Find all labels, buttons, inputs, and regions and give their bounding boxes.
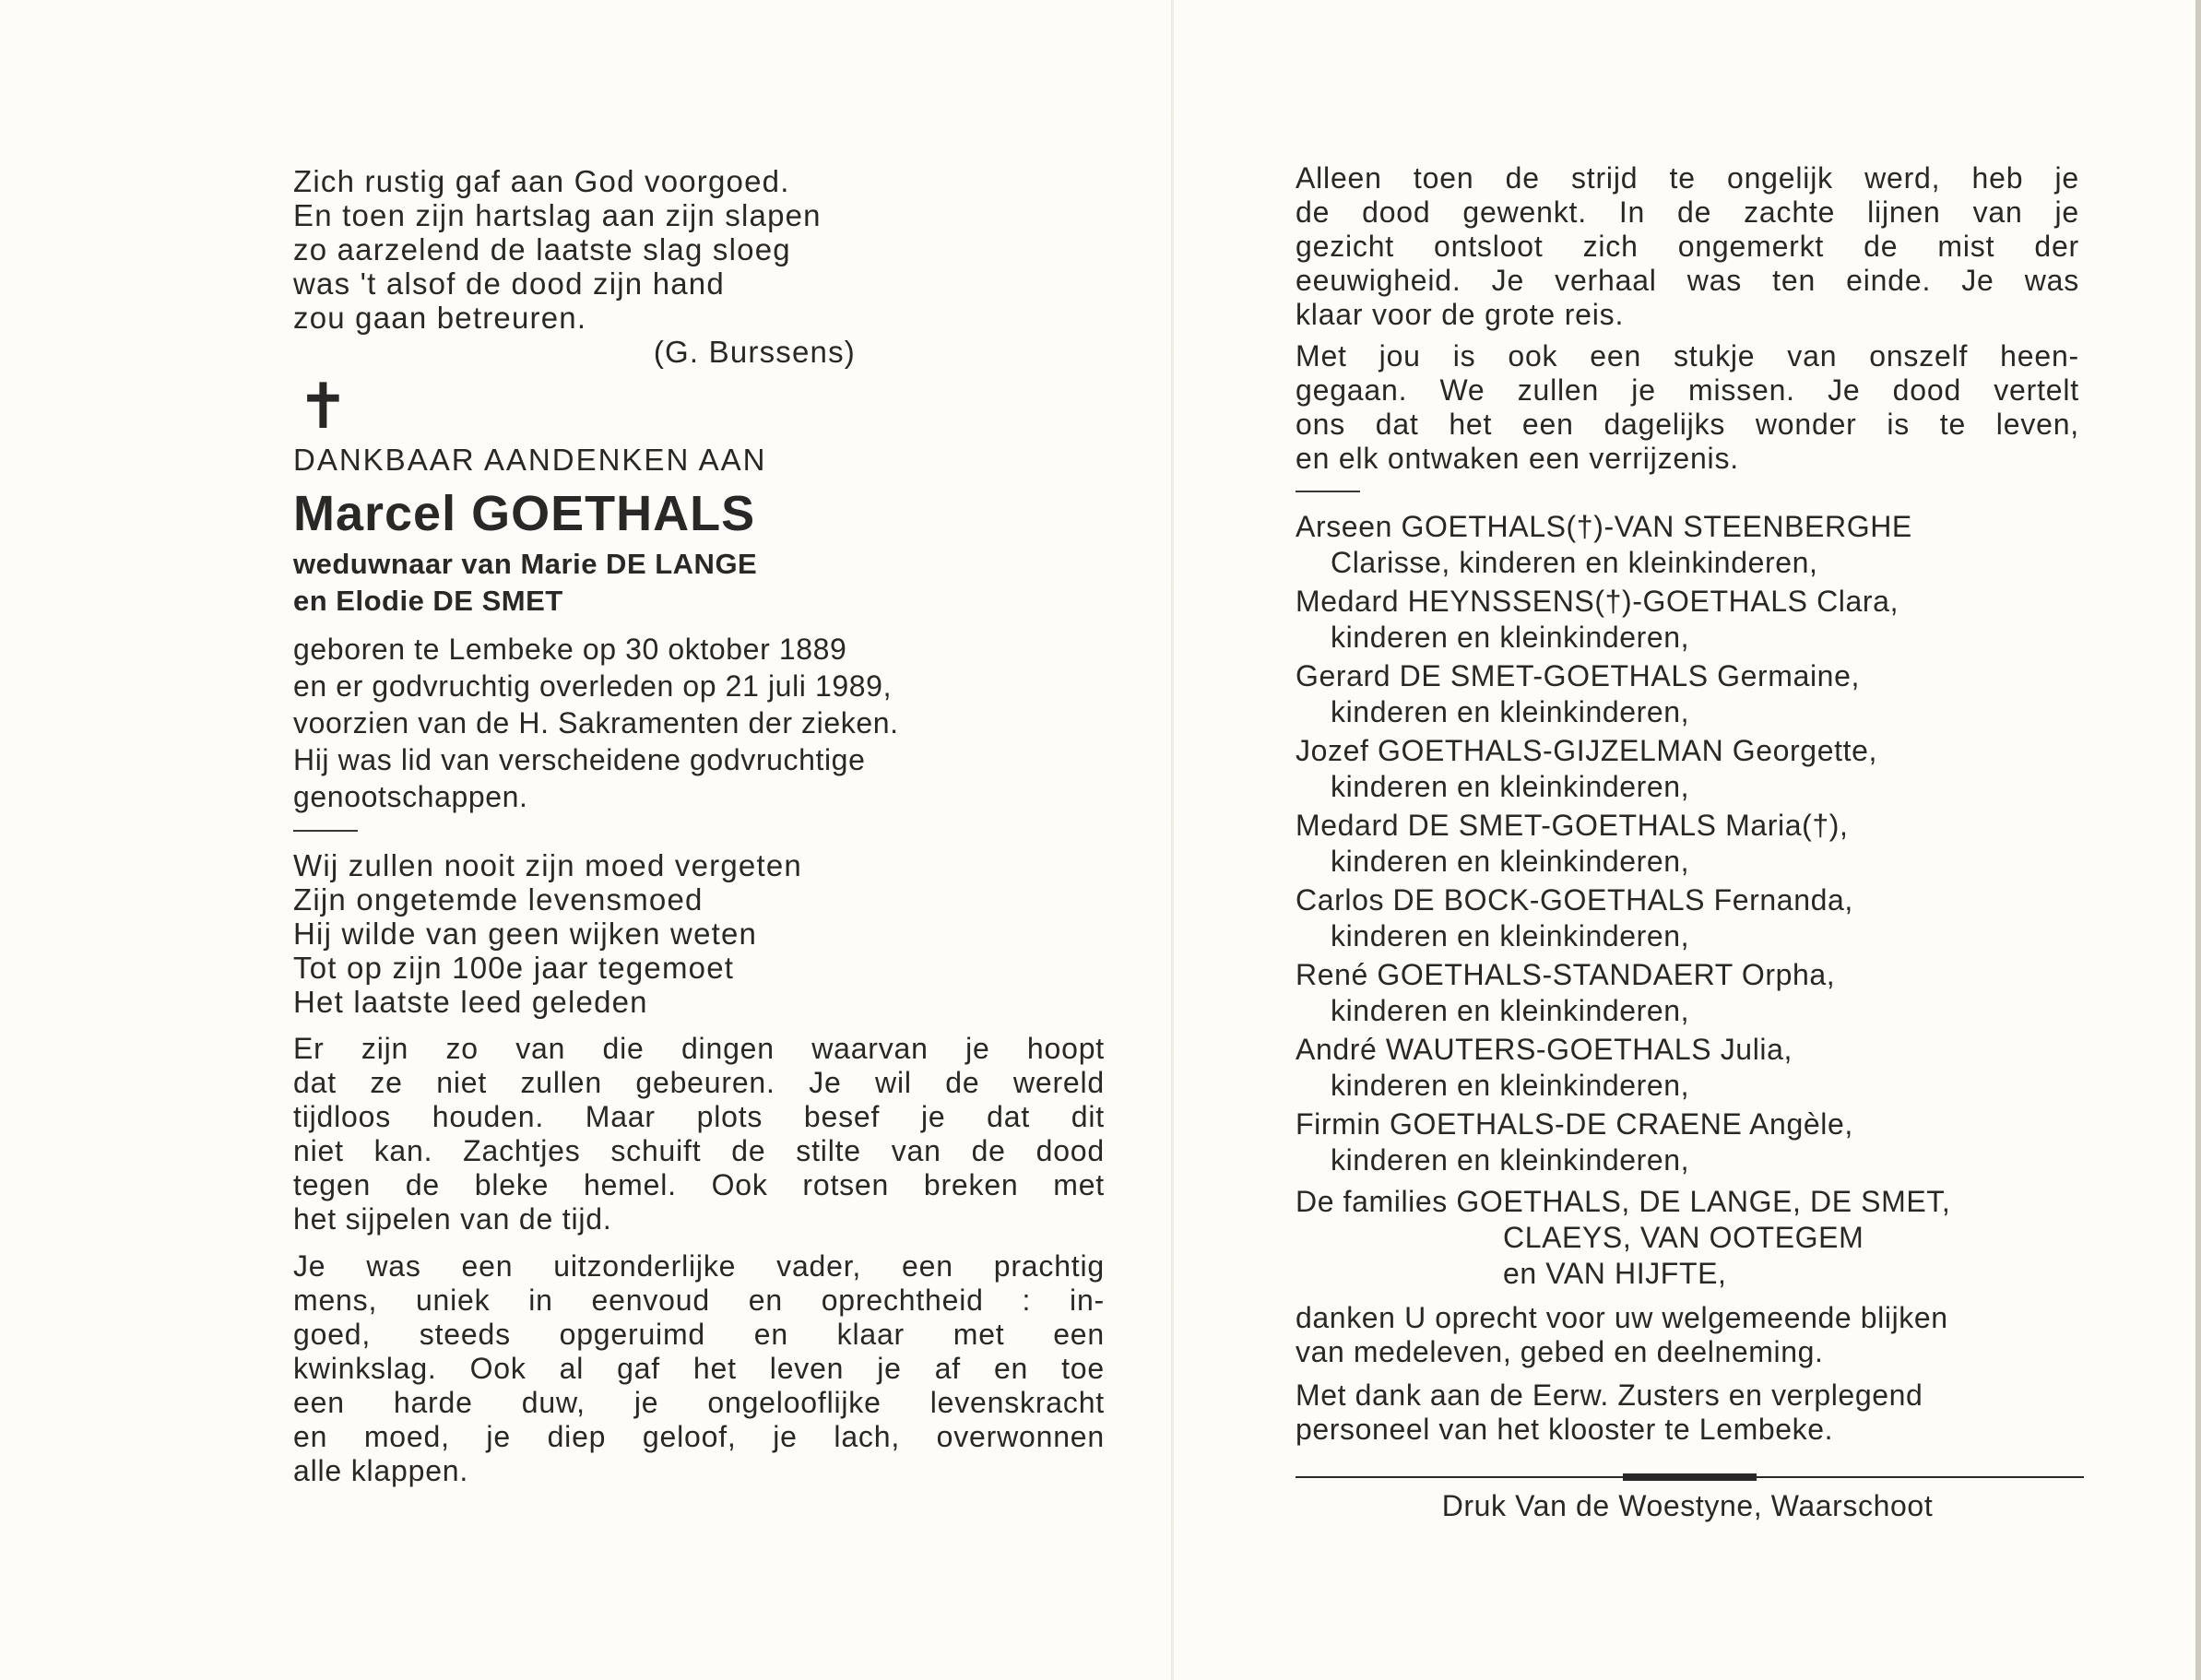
paragraph-line: klaar voor de grote reis. xyxy=(1296,298,1625,331)
paragraph-line: Met jou is ook een stukje van onszelf heen- xyxy=(1296,339,2079,373)
paragraph-line: de dood gewenkt. In de zachte lijnen van je xyxy=(1296,195,2079,229)
family-names: Medard HEYNSSENS(†)-GOETHALS Clara, xyxy=(1296,585,1899,618)
biography xyxy=(293,631,1105,815)
section-divider xyxy=(1296,491,1360,492)
thanks-line: personeel van het klooster te Lembeke. xyxy=(1296,1413,1834,1446)
family-names: Arseen GOETHALS(†)-VAN STEENBERGHE xyxy=(1296,510,1912,543)
spouse-line-1: weduwnaar van Marie DE LANGE xyxy=(293,548,758,580)
extended-families xyxy=(1296,1184,2079,1292)
paragraph-line: Er zijn zo van die dingen waarvan je hoopt xyxy=(293,1032,1105,1065)
family-entry xyxy=(1296,1106,2079,1178)
family-entry xyxy=(1296,957,2079,1029)
families-line: CLAEYS, VAN OOTEGEM xyxy=(1503,1221,1864,1254)
poem-line: Zich rustig gaf aan God voorgoed. xyxy=(293,164,790,198)
paragraph-line: eeuwigheid. Je verhaal was ten einde. Je was xyxy=(1296,264,2079,297)
family-list xyxy=(1296,509,2079,1292)
poem-line: Tot op zijn 100e jaar tegemoet xyxy=(293,951,735,985)
family-names: Medard DE SMET-GOETHALS Maria(†), xyxy=(1296,809,1849,842)
family-names: Jozef GOETHALS-GIJZELMAN Georgette, xyxy=(1296,734,1877,767)
bio-line: en er godvruchtig overleden op 21 juli 1989, xyxy=(293,669,893,703)
tribute-paragraph-2 xyxy=(293,1249,1105,1488)
poem-line: zou gaan betreuren. xyxy=(293,301,587,335)
family-names: Firmin GOETHALS-DE CRAENE Angèle, xyxy=(1296,1107,1853,1141)
family-descendants: kinderen en kleinkinderen, xyxy=(1331,770,1690,803)
thanks-line: Met dank aan de Eerw. Zusters en verplegend xyxy=(1296,1378,1923,1412)
section-divider xyxy=(293,830,358,832)
family-names: Gerard DE SMET-GOETHALS Germaine, xyxy=(1296,659,1860,692)
family-descendants: Clarisse, kinderen en kleinkinderen, xyxy=(1331,546,1818,579)
thanks-paragraph xyxy=(1296,1301,2079,1369)
paragraph-line: het sijpelen van de tijd. xyxy=(293,1202,612,1236)
family-entry xyxy=(1296,509,2079,581)
card-edge xyxy=(2195,0,2201,1680)
paragraph-line: gegaan. We zullen je missen. Je dood vertelt xyxy=(1296,373,2079,407)
second-poem xyxy=(293,848,1105,1019)
printer-rule xyxy=(1296,1473,2084,1482)
remembrance-heading: DANKBAAR AANDENKEN AAN xyxy=(293,443,767,477)
paragraph-line: Alleen toen de strijd te ongelijk werd, heb je xyxy=(1296,161,2079,195)
family-entry xyxy=(1296,808,2079,880)
paragraph-line: een harde duw, je ongelooflijke levenskracht xyxy=(293,1386,1105,1419)
paragraph-line: tijdloos houden. Maar plots besef je dat dit xyxy=(293,1100,1105,1133)
family-entry xyxy=(1296,658,2079,730)
tribute-paragraph-1 xyxy=(293,1032,1105,1236)
paragraph-line: gezicht ontsloot zich ongemerkt de mist der xyxy=(1296,230,2079,263)
poem-line: was 't alsof de dood zijn hand xyxy=(293,266,725,301)
family-names: René GOETHALS-STANDAERT Orpha, xyxy=(1296,958,1836,991)
families-line: De families GOETHALS, DE LANGE, DE SMET, xyxy=(1296,1185,1951,1218)
family-descendants: kinderen en kleinkinderen, xyxy=(1331,845,1690,878)
poem-line: Zijn ongetemde levensmoed xyxy=(293,882,704,917)
paragraph-line: en elk ontwaken een verrijzenis. xyxy=(1296,442,1739,475)
paragraph-line: Je was een uitzonderlijke vader, een prachtig xyxy=(293,1249,1105,1283)
thanks-line: van medeleven, gebed en deelneming. xyxy=(1296,1335,1824,1368)
bio-line: voorzien van de H. Sakramenten der zieken. xyxy=(293,706,899,739)
family-entry xyxy=(1296,1032,2079,1104)
poem-line: Wij zullen nooit zijn moed vergeten xyxy=(293,848,802,882)
farewell-paragraph-1 xyxy=(1296,161,2079,332)
rule-ornament xyxy=(1623,1473,1757,1481)
paragraph-line: mens, uniek in eenvoud en oprechtheid : in- xyxy=(293,1284,1105,1317)
family-names: André WAUTERS-GOETHALS Julia, xyxy=(1296,1033,1793,1066)
family-descendants: kinderen en kleinkinderen, xyxy=(1331,695,1690,728)
opening-poem xyxy=(293,164,1105,335)
family-entry xyxy=(1296,882,2079,954)
family-descendants: kinderen en kleinkinderen, xyxy=(1331,919,1690,952)
families-line: en VAN HIJFTE, xyxy=(1503,1257,1727,1290)
thanks-line: danken U oprecht voor uw welgemeende blijken xyxy=(1296,1301,1948,1334)
family-descendants: kinderen en kleinkinderen, xyxy=(1331,1069,1690,1102)
cross-icon: ✝ xyxy=(297,372,349,442)
farewell-paragraph-2 xyxy=(1296,339,2079,476)
paragraph-line: kwinkslag. Ook al gaf het leven je af en toe xyxy=(293,1352,1105,1385)
paragraph-line: ons dat het een dagelijks wonder is te leven, xyxy=(1296,408,2079,441)
paragraph-line: niet kan. Zachtjes schuift de stilte van de dood xyxy=(293,1134,1105,1167)
spouse-line-2: en Elodie DE SMET xyxy=(293,585,563,617)
poem-attribution: (G. Burssens) xyxy=(653,335,856,369)
family-entry xyxy=(1296,733,2079,805)
family-descendants: kinderen en kleinkinderen, xyxy=(1331,1143,1690,1177)
bio-line: genootschappen. xyxy=(293,780,528,813)
deceased-name: Marcel GOETHALS xyxy=(293,486,756,541)
card-fold xyxy=(1171,0,1174,1680)
family-entry xyxy=(1296,584,2079,656)
paragraph-line: tegen de bleke hemel. Ook rotsen breken met xyxy=(293,1168,1105,1201)
paragraph-line: goed, steeds opgeruimd en klaar met een xyxy=(293,1318,1105,1351)
left-panel xyxy=(293,164,1105,1488)
bio-line: Hij was lid van verscheidene godvruchtige xyxy=(293,743,866,776)
paragraph-line: dat ze niet zullen gebeuren. Je wil de wereld xyxy=(293,1066,1105,1099)
family-names: Carlos DE BOCK-GOETHALS Fernanda, xyxy=(1296,883,1853,917)
poem-line: En toen zijn hartslag aan zijn slapen xyxy=(293,198,822,232)
paragraph-line: alle klappen. xyxy=(293,1454,469,1487)
poem-line: Hij wilde van geen wijken weten xyxy=(293,917,758,951)
bio-line: geboren te Lembeke op 30 oktober 1889 xyxy=(293,633,847,666)
poem-line: Het laatste leed geleden xyxy=(293,985,648,1019)
right-panel xyxy=(1296,161,2079,1526)
family-descendants: kinderen en kleinkinderen, xyxy=(1331,621,1690,654)
printer-credit: Druk Van de Woestyne, Waarschoot xyxy=(1441,1489,1934,1522)
family-descendants: kinderen en kleinkinderen, xyxy=(1331,994,1690,1027)
paragraph-line: en moed, je diep geloof, je lach, overwonnen xyxy=(293,1420,1105,1453)
staff-thanks-paragraph xyxy=(1296,1378,2079,1447)
poem-line: zo aarzelend de laatste slag sloeg xyxy=(293,232,791,266)
